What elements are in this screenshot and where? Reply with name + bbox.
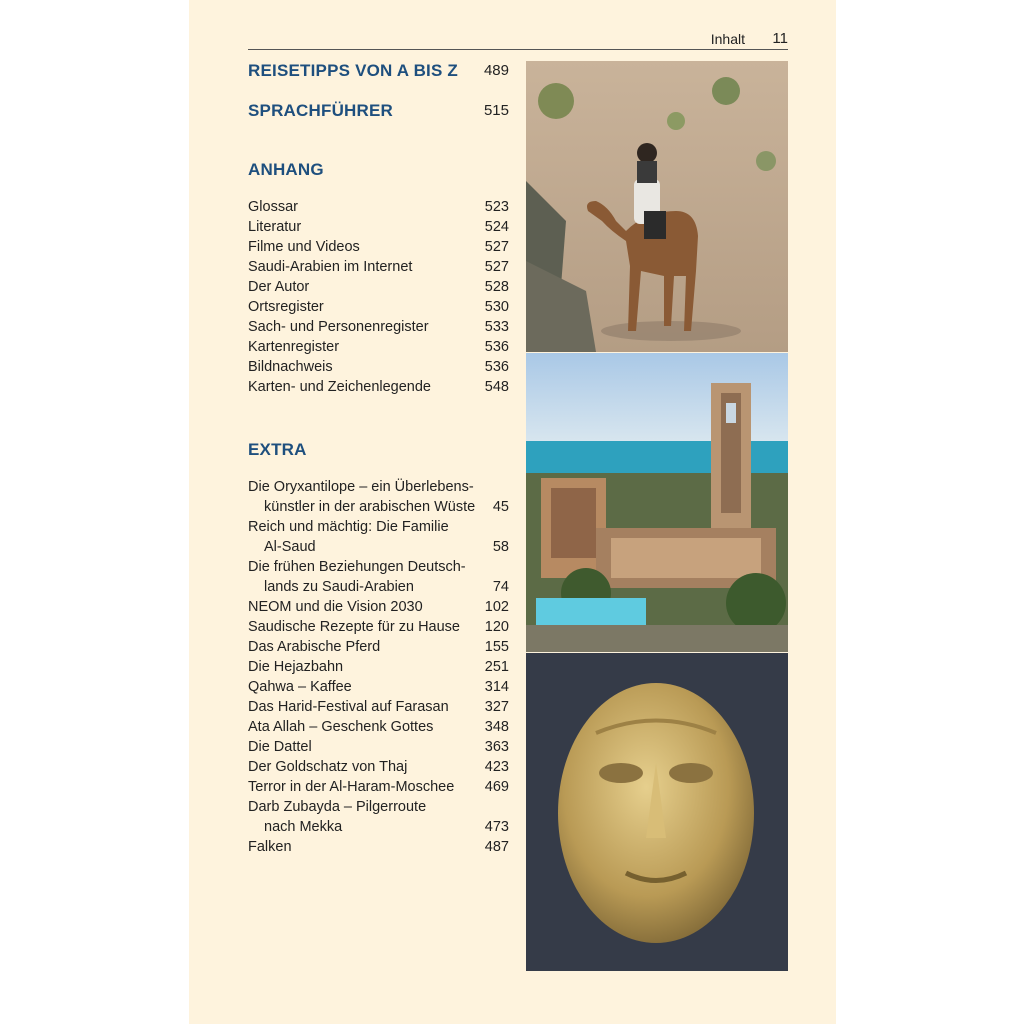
anhang-entry-page: 527	[484, 239, 509, 255]
running-header	[248, 31, 788, 50]
extra-entry-page: 487	[484, 839, 509, 855]
extra-entry-page: 45	[492, 499, 509, 515]
extra-entry[interactable]	[248, 657, 510, 677]
extra-entry-page: 348	[484, 719, 509, 735]
anhang-entry-title: Karten- und Zeichenlegende	[248, 379, 431, 395]
extra-entry[interactable]	[248, 617, 510, 637]
extra-entry-title: NEOM und die Vision 2030	[248, 599, 423, 615]
extra-entry-page: 120	[484, 619, 509, 635]
toc-sprachfuehrer-label: SPRACHFÜHRER	[248, 101, 394, 120]
toc-reisetipps-page: 489	[483, 62, 509, 79]
extra-entry-title: Der Goldschatz von Thaj	[248, 759, 408, 775]
extra-entry[interactable]	[248, 557, 510, 597]
anhang-entry[interactable]	[248, 377, 510, 397]
extra-entry-title: Falken	[248, 839, 292, 855]
camel-rider-photo	[526, 61, 788, 352]
anhang-entry-title: Ortsregister	[248, 299, 324, 315]
extra-entry[interactable]	[248, 777, 510, 797]
golden-mask-photo	[526, 653, 788, 971]
anhang-entry-title: Der Autor	[248, 279, 310, 295]
anhang-entry-title: Bildnachweis	[248, 359, 333, 375]
extra-entry[interactable]	[248, 717, 510, 737]
anhang-entry[interactable]	[248, 337, 510, 357]
anhang-entry-title: Literatur	[248, 219, 302, 235]
extra-entry-page: 469	[484, 779, 509, 795]
extra-entry-title: Saudische Rezepte für zu Hause	[248, 619, 460, 635]
anhang-entry[interactable]	[248, 297, 510, 317]
anhang-entry-page: 536	[484, 359, 509, 375]
anhang-entry[interactable]	[248, 277, 510, 297]
anhang-entry-title: Saudi-Arabien im Internet	[248, 259, 413, 275]
extra-entry-page: 155	[484, 639, 509, 655]
extra-entry-title: Terror in der Al-Haram-Moschee	[248, 779, 455, 795]
extra-entry-page: 314	[484, 679, 509, 695]
header-page-number: 11	[772, 30, 788, 47]
extra-entry-title: lands zu Saudi-Arabien	[264, 579, 414, 595]
extra-entry[interactable]	[248, 597, 510, 617]
extra-entry-page: 327	[484, 699, 509, 715]
anhang-entry-page: 523	[484, 199, 509, 215]
extra-entry-title: Qahwa – Kaffee	[248, 679, 352, 695]
extra-entry-page: 473	[484, 819, 509, 835]
anhang-entry-title: Kartenregister	[248, 339, 340, 355]
extra-entry-page: 423	[484, 759, 509, 775]
extra-entry-title: Ata Allah – Geschenk Gottes	[248, 719, 434, 735]
anhang-entry-page: 548	[484, 379, 509, 395]
extra-entry-page: 74	[492, 579, 509, 595]
extra-label: EXTRA	[248, 440, 307, 459]
anhang-entry[interactable]	[248, 357, 510, 377]
extra-entry[interactable]	[248, 737, 510, 757]
extra-entry-page: 251	[484, 659, 509, 675]
extra-entry[interactable]	[248, 637, 510, 657]
anhang-entry-page: 530	[484, 299, 509, 315]
anhang-entry-page: 536	[484, 339, 509, 355]
anhang-entry-page: 527	[484, 259, 509, 275]
anhang-entry-page: 533	[484, 319, 509, 335]
anhang-entry-page: 528	[484, 279, 509, 295]
anhang-entry-page: 524	[484, 219, 509, 235]
extra-entry[interactable]	[248, 757, 510, 777]
extra-entry[interactable]	[248, 477, 510, 517]
toc-sprachfuehrer-page: 515	[483, 102, 509, 119]
extra-entry-page: 58	[492, 539, 509, 555]
extra-entry-page: 102	[484, 599, 509, 615]
extra-entry-title: Das Harid-Festival auf Farasan	[248, 699, 449, 715]
extra-entry-title: künstler in der arabischen Wüste	[264, 499, 476, 515]
anhang-entry-title: Glossar	[248, 199, 298, 215]
extra-entry[interactable]	[248, 677, 510, 697]
header-section: Inhalt	[710, 31, 745, 47]
extra-entry-title: Das Arabische Pferd	[248, 639, 381, 655]
anhang-entry-title: Sach- und Personenregister	[248, 319, 429, 335]
extra-entry-title: Die Oryxantilope – ein Überlebens-	[248, 479, 474, 495]
extra-entry-title: Die Hejazbahn	[248, 659, 344, 675]
neom-architecture-photo	[526, 353, 788, 652]
extra-entry-title: Reich und mächtig: Die Familie	[248, 519, 449, 535]
extra-entry-title: Darb Zubayda – Pilgerroute	[248, 799, 427, 815]
anhang-label: ANHANG	[248, 160, 324, 179]
anhang-entry[interactable]	[248, 217, 510, 237]
extra-entry-page: 363	[484, 739, 509, 755]
extra-entry-title: Die frühen Beziehungen Deutsch-	[248, 559, 466, 575]
anhang-entry[interactable]	[248, 317, 510, 337]
extra-entry-title: nach Mekka	[264, 819, 343, 835]
anhang-entry[interactable]	[248, 257, 510, 277]
extra-entry-title: Die Dattel	[248, 739, 312, 755]
extra-entry-title: Al-Saud	[264, 539, 316, 555]
toc-reisetipps-label: REISETIPPS VON A BIS Z	[248, 61, 459, 80]
anhang-entry[interactable]	[248, 237, 510, 257]
anhang-entry-title: Filme und Videos	[248, 239, 360, 255]
extra-entry[interactable]	[248, 797, 510, 837]
extra-entry[interactable]	[248, 837, 510, 857]
anhang-entry[interactable]	[248, 197, 510, 217]
extra-entry[interactable]	[248, 697, 510, 717]
extra-entry[interactable]	[248, 517, 510, 557]
